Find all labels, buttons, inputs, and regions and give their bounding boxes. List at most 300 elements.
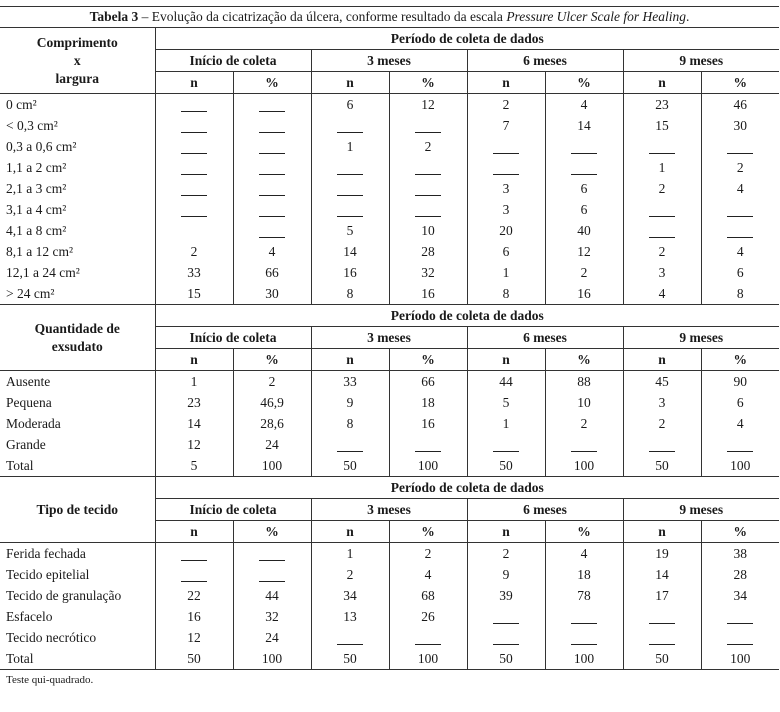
value-pct: 28 — [389, 241, 467, 262]
dash-cell — [701, 220, 779, 241]
col-n-header: n — [155, 72, 233, 94]
value-pct: 30 — [233, 283, 311, 305]
value-n: 12 — [155, 434, 233, 455]
section-title: Quantidade de exsudato — [0, 305, 155, 371]
value-pct: 32 — [389, 262, 467, 283]
col-n-header: n — [467, 349, 545, 371]
dash-cell — [467, 434, 545, 455]
period-label: 6 meses — [467, 50, 623, 72]
dash-cell — [311, 115, 389, 136]
period-label: 9 meses — [623, 327, 779, 349]
value-n: 3 — [623, 392, 701, 413]
dash-cell — [623, 136, 701, 157]
dash-cell — [701, 136, 779, 157]
dash-mark — [415, 119, 441, 133]
value-n: 3 — [467, 178, 545, 199]
dash-mark — [181, 568, 207, 582]
value-pct: 66 — [389, 371, 467, 393]
value-pct: 10 — [389, 220, 467, 241]
dash-cell — [311, 157, 389, 178]
col-n-header: n — [623, 521, 701, 543]
value-pct: 100 — [389, 648, 467, 669]
dash-cell — [311, 199, 389, 220]
dash-cell — [467, 606, 545, 627]
value-pct: 18 — [545, 564, 623, 585]
col-pct-header: % — [233, 349, 311, 371]
dash-mark — [337, 203, 363, 217]
value-n: 2 — [623, 241, 701, 262]
dash-mark — [337, 182, 363, 196]
value-n: 1 — [155, 371, 233, 393]
dash-mark — [337, 161, 363, 175]
row-label: Pequena — [6, 394, 52, 410]
value-pct: 32 — [233, 606, 311, 627]
value-pct: 8 — [701, 283, 779, 305]
value-n: 22 — [155, 585, 233, 606]
value-n: 34 — [311, 585, 389, 606]
table-row — [0, 115, 779, 136]
value-pct: 4 — [701, 413, 779, 434]
period-label: 3 meses — [311, 327, 467, 349]
dash-cell — [311, 178, 389, 199]
dash-mark — [493, 140, 519, 154]
table-row — [0, 199, 779, 220]
value-pct: 6 — [545, 178, 623, 199]
dash-cell — [155, 136, 233, 157]
dash-cell — [155, 199, 233, 220]
dash-mark — [259, 203, 285, 217]
dash-mark — [337, 119, 363, 133]
value-pct: 38 — [701, 543, 779, 565]
row-label: > 24 cm² — [6, 285, 55, 301]
value-pct: 26 — [389, 606, 467, 627]
value-n: 8 — [311, 413, 389, 434]
col-pct-header: % — [701, 72, 779, 94]
dash-mark — [649, 631, 675, 645]
row-label: Esfacelo — [6, 608, 53, 624]
value-pct: 100 — [701, 455, 779, 477]
row-label: 12,1 a 24 cm² — [6, 264, 80, 280]
table-row — [0, 455, 779, 477]
value-pct: 2 — [233, 371, 311, 393]
value-pct: 66 — [233, 262, 311, 283]
value-pct: 34 — [701, 585, 779, 606]
table-row — [0, 136, 779, 157]
dash-mark — [181, 182, 207, 196]
dash-mark — [181, 547, 207, 561]
col-n-header: n — [311, 72, 389, 94]
dash-mark — [493, 610, 519, 624]
value-pct: 28 — [701, 564, 779, 585]
value-n: 50 — [467, 648, 545, 669]
value-pct: 2 — [545, 262, 623, 283]
footnote: Teste qui-quadrado. — [0, 669, 779, 690]
dash-mark — [415, 161, 441, 175]
row-label: Total — [6, 457, 34, 473]
value-pct: 100 — [545, 455, 623, 477]
value-pct: 4 — [545, 94, 623, 116]
row-label: Tecido epitelial — [6, 566, 90, 582]
value-n: 15 — [623, 115, 701, 136]
dash-mark — [337, 438, 363, 452]
value-n: 2 — [623, 178, 701, 199]
value-n: 6 — [467, 241, 545, 262]
col-pct-header: % — [233, 521, 311, 543]
value-pct: 16 — [389, 283, 467, 305]
dash-mark — [259, 98, 285, 112]
value-n: 50 — [311, 455, 389, 477]
table-row — [0, 606, 779, 627]
value-n: 9 — [311, 392, 389, 413]
period-label: Início de coleta — [155, 327, 311, 349]
col-pct-header: % — [545, 349, 623, 371]
dash-cell — [233, 543, 311, 565]
value-n: 3 — [623, 262, 701, 283]
value-pct: 78 — [545, 585, 623, 606]
value-n: 14 — [623, 564, 701, 585]
value-pct: 100 — [233, 455, 311, 477]
value-n: 19 — [623, 543, 701, 565]
dash-mark — [415, 182, 441, 196]
period-label: 6 meses — [467, 327, 623, 349]
value-n: 50 — [467, 455, 545, 477]
value-n: 50 — [311, 648, 389, 669]
dash-cell — [389, 434, 467, 455]
col-pct-header: % — [701, 349, 779, 371]
value-pct: 4 — [389, 564, 467, 585]
value-n: 7 — [467, 115, 545, 136]
value-pct: 14 — [545, 115, 623, 136]
value-n: 33 — [311, 371, 389, 393]
row-label: Ferida fechada — [6, 545, 86, 561]
value-pct: 2 — [701, 157, 779, 178]
table-row — [0, 585, 779, 606]
value-n: 9 — [467, 564, 545, 585]
dash-cell — [233, 115, 311, 136]
dash-cell — [389, 115, 467, 136]
dash-mark — [571, 438, 597, 452]
dash-mark — [415, 438, 441, 452]
value-pct: 12 — [545, 241, 623, 262]
dash-mark — [259, 224, 285, 238]
dash-mark — [259, 568, 285, 582]
period-label: 9 meses — [623, 50, 779, 72]
dash-cell — [155, 115, 233, 136]
table-row — [0, 371, 779, 393]
dash-cell — [233, 94, 311, 116]
dash-mark — [415, 203, 441, 217]
table-row — [0, 413, 779, 434]
dash-cell — [389, 199, 467, 220]
section-title: Comprimento x largura — [0, 28, 155, 94]
dash-cell — [311, 434, 389, 455]
dash-mark — [571, 140, 597, 154]
value-n: 33 — [155, 262, 233, 283]
col-n-header: n — [311, 349, 389, 371]
value-n: 50 — [155, 648, 233, 669]
dash-cell — [389, 627, 467, 648]
dash-cell — [389, 157, 467, 178]
value-n: 14 — [311, 241, 389, 262]
dash-cell — [233, 220, 311, 241]
col-pct-header: % — [389, 521, 467, 543]
row-label: 2,1 a 3 cm² — [6, 180, 67, 196]
caption-text: – Evolução da cicatrização da úlcera, conforme resultado da escala — [138, 9, 507, 24]
value-pct: 16 — [389, 413, 467, 434]
period-header: Período de coleta de dados — [155, 28, 779, 50]
value-n: 1 — [467, 262, 545, 283]
row-label: Tecido necrótico — [6, 629, 97, 645]
period-header: Período de coleta de dados — [155, 305, 779, 327]
value-n: 23 — [155, 392, 233, 413]
dash-cell — [155, 178, 233, 199]
value-n: 5 — [155, 455, 233, 477]
row-label: 0 cm² — [6, 96, 37, 112]
dash-mark — [727, 140, 753, 154]
period-label: Início de coleta — [155, 50, 311, 72]
row-label: Moderada — [6, 415, 61, 431]
dash-cell — [467, 627, 545, 648]
dash-cell — [467, 136, 545, 157]
dash-mark — [571, 610, 597, 624]
row-label: 1,1 a 2 cm² — [6, 159, 67, 175]
dash-mark — [727, 203, 753, 217]
dash-cell — [233, 199, 311, 220]
value-n: 1 — [311, 136, 389, 157]
value-n: 50 — [623, 648, 701, 669]
row-label: 3,1 a 4 cm² — [6, 201, 67, 217]
value-n: 17 — [623, 585, 701, 606]
table-row — [0, 543, 779, 565]
dash-mark — [649, 140, 675, 154]
col-n-header: n — [623, 349, 701, 371]
value-pct: 30 — [701, 115, 779, 136]
value-n: 2 — [623, 413, 701, 434]
value-pct: 16 — [545, 283, 623, 305]
table-row — [0, 157, 779, 178]
dash-cell — [545, 606, 623, 627]
period-label: 3 meses — [311, 50, 467, 72]
value-pct: 6 — [701, 262, 779, 283]
dash-mark — [649, 224, 675, 238]
value-pct: 68 — [389, 585, 467, 606]
value-pct: 46,9 — [233, 392, 311, 413]
value-n: 23 — [623, 94, 701, 116]
section-title: Tipo de tecido — [0, 477, 155, 543]
value-pct: 40 — [545, 220, 623, 241]
dash-mark — [649, 610, 675, 624]
value-pct: 6 — [545, 199, 623, 220]
col-n-header: n — [155, 349, 233, 371]
col-pct-header: % — [389, 72, 467, 94]
table-row — [0, 94, 779, 116]
value-pct: 4 — [701, 241, 779, 262]
period-label: 6 meses — [467, 499, 623, 521]
value-pct: 2 — [389, 136, 467, 157]
row-label: Total — [6, 650, 34, 666]
col-n-header: n — [155, 521, 233, 543]
col-pct-header: % — [545, 72, 623, 94]
value-n: 4 — [623, 283, 701, 305]
dash-mark — [493, 161, 519, 175]
value-n: 2 — [467, 543, 545, 565]
value-n: 44 — [467, 371, 545, 393]
value-n: 14 — [155, 413, 233, 434]
dash-mark — [493, 438, 519, 452]
value-pct: 88 — [545, 371, 623, 393]
dash-mark — [649, 203, 675, 217]
dash-cell — [389, 178, 467, 199]
dash-mark — [337, 631, 363, 645]
period-label: 9 meses — [623, 499, 779, 521]
value-n: 6 — [311, 94, 389, 116]
value-n: 2 — [155, 241, 233, 262]
table-row — [0, 283, 779, 305]
table-caption — [0, 6, 779, 28]
col-pct-header: % — [545, 521, 623, 543]
value-n: 15 — [155, 283, 233, 305]
dash-mark — [649, 438, 675, 452]
dash-cell — [155, 94, 233, 116]
col-n-header: n — [467, 72, 545, 94]
row-label: 8,1 a 12 cm² — [6, 243, 74, 259]
row-label: 0,3 a 0,6 cm² — [6, 138, 77, 154]
dash-cell — [233, 564, 311, 585]
dash-cell — [155, 564, 233, 585]
dash-cell — [155, 157, 233, 178]
dash-mark — [181, 140, 207, 154]
value-n: 20 — [467, 220, 545, 241]
col-n-header: n — [623, 72, 701, 94]
table-row — [0, 648, 779, 669]
value-n: 13 — [311, 606, 389, 627]
value-pct: 24 — [233, 627, 311, 648]
value-n: 1 — [623, 157, 701, 178]
dash-mark — [571, 631, 597, 645]
value-n: 2 — [311, 564, 389, 585]
caption-label: Tabela 3 — [89, 9, 139, 24]
table-row — [0, 434, 779, 455]
section-header-row — [0, 477, 779, 499]
value-pct: 28,6 — [233, 413, 311, 434]
value-n: 50 — [623, 455, 701, 477]
dash-mark — [259, 547, 285, 561]
dash-mark — [181, 119, 207, 133]
table-row — [0, 241, 779, 262]
value-pct: 24 — [233, 434, 311, 455]
col-pct-header: % — [389, 349, 467, 371]
dash-cell — [701, 434, 779, 455]
dash-cell — [545, 434, 623, 455]
row-label: Grande — [6, 436, 46, 452]
value-pct: 4 — [545, 543, 623, 565]
data-table — [0, 28, 779, 669]
dash-mark — [259, 161, 285, 175]
dash-cell — [467, 157, 545, 178]
dash-mark — [181, 161, 207, 175]
value-n: 16 — [311, 262, 389, 283]
dash-cell — [311, 627, 389, 648]
period-label: 3 meses — [311, 499, 467, 521]
dash-cell — [545, 157, 623, 178]
value-n: 45 — [623, 371, 701, 393]
dash-cell — [701, 199, 779, 220]
value-pct: 46 — [701, 94, 779, 116]
dash-mark — [181, 98, 207, 112]
dash-cell — [233, 157, 311, 178]
row-label: 4,1 a 8 cm² — [6, 222, 67, 238]
table-figure — [0, 6, 779, 690]
value-pct: 18 — [389, 392, 467, 413]
col-pct-header: % — [233, 72, 311, 94]
caption-scale-name: Pressure Ulcer Scale for Healing — [506, 9, 687, 24]
col-n-header: n — [311, 521, 389, 543]
row-label: < 0,3 cm² — [6, 117, 58, 133]
value-n: 5 — [311, 220, 389, 241]
dash-mark — [493, 631, 519, 645]
dash-cell — [545, 136, 623, 157]
value-pct: 100 — [545, 648, 623, 669]
dash-cell — [233, 178, 311, 199]
dash-cell — [233, 136, 311, 157]
dash-mark — [571, 161, 597, 175]
dash-mark — [259, 182, 285, 196]
value-pct: 90 — [701, 371, 779, 393]
dash-cell — [701, 606, 779, 627]
row-label: Ausente — [6, 373, 51, 389]
value-n: 5 — [467, 392, 545, 413]
table-row — [0, 627, 779, 648]
value-n: 1 — [467, 413, 545, 434]
dash-mark — [727, 438, 753, 452]
dash-cell — [623, 220, 701, 241]
dash-cell — [623, 627, 701, 648]
value-pct: 12 — [389, 94, 467, 116]
value-pct: 2 — [389, 543, 467, 565]
value-n: 1 — [311, 543, 389, 565]
value-pct: 6 — [701, 392, 779, 413]
table-row — [0, 564, 779, 585]
section-header-row — [0, 305, 779, 327]
value-n: 16 — [155, 606, 233, 627]
value-pct: 100 — [233, 648, 311, 669]
period-header: Período de coleta de dados — [155, 477, 779, 499]
dash-cell — [623, 606, 701, 627]
dash-cell — [545, 627, 623, 648]
table-row — [0, 392, 779, 413]
value-n: 3 — [467, 199, 545, 220]
dash-mark — [259, 140, 285, 154]
value-n: 2 — [467, 94, 545, 116]
empty-cell — [155, 220, 233, 241]
dash-mark — [727, 610, 753, 624]
value-n: 8 — [311, 283, 389, 305]
table-row — [0, 262, 779, 283]
value-pct: 4 — [233, 241, 311, 262]
row-label: Tecido de granulação — [6, 587, 122, 603]
dash-mark — [259, 119, 285, 133]
period-label: Início de coleta — [155, 499, 311, 521]
col-pct-header: % — [701, 521, 779, 543]
dash-cell — [155, 543, 233, 565]
dash-mark — [727, 631, 753, 645]
dash-mark — [727, 224, 753, 238]
table-row — [0, 178, 779, 199]
caption-end: . — [686, 9, 690, 24]
value-pct: 2 — [545, 413, 623, 434]
section-header-row — [0, 28, 779, 50]
dash-cell — [623, 434, 701, 455]
